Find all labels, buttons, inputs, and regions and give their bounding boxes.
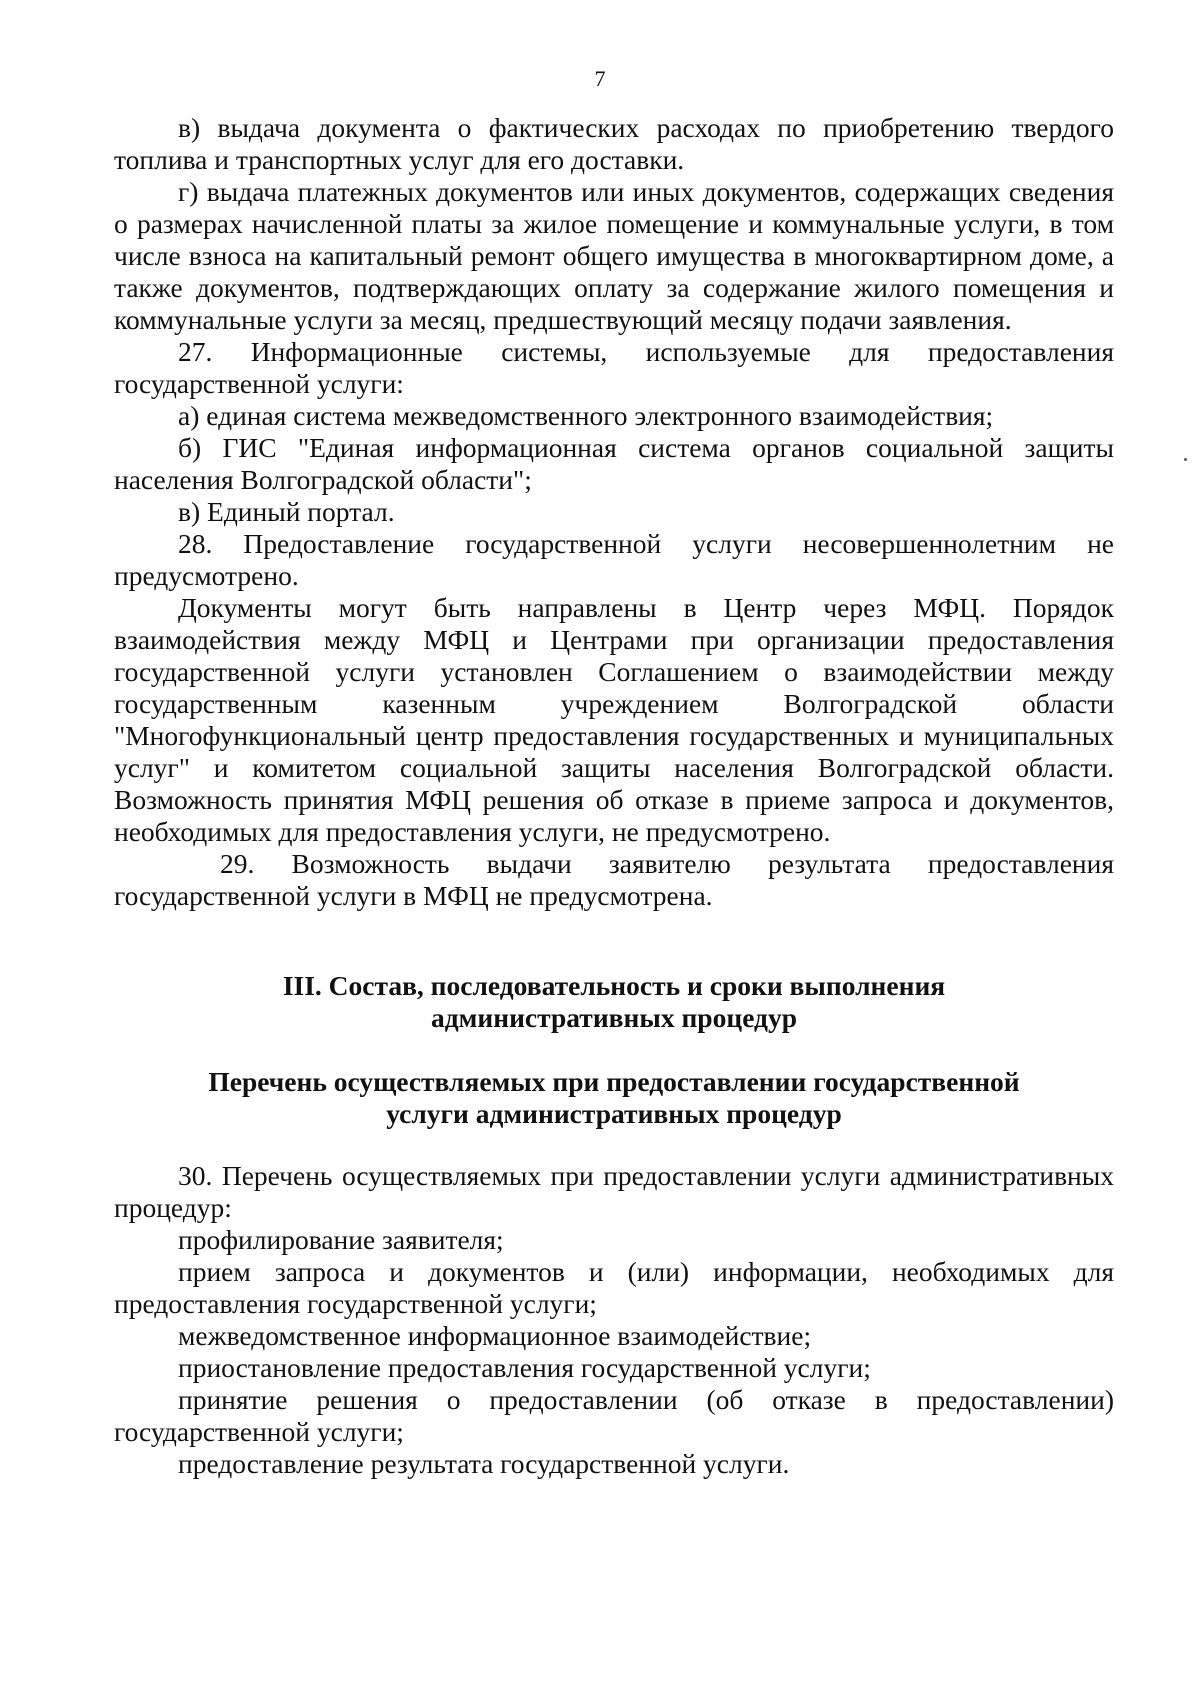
section-heading <box>114 970 1114 1034</box>
paragraph-30: 30. Перечень осуществляемых при предоставлении услуги административных процедур: <box>114 1160 1114 1223</box>
paragraph-27-b: б) ГИС "Единая информационная система органов социальной защиты населения Волгоградской области"; <box>114 432 1114 495</box>
paragraph-item-g: г) выдача платежных документов или иных документов, содержащих сведения о размерах начисленной платы за жилое помещение и коммунальные услуги, в том числе взноса на капитальный ремонт общего имущества в многоквартирном доме, а также документов, подтверждающих оплату за содержание жилого помещения и коммунальные услуги за месяц, предшествующий месяцу подачи заявления. <box>114 176 1114 335</box>
procedure-item: приостановление предоставления государственной услуги; <box>178 1352 871 1383</box>
subsection-heading-line-2: услуги административных процедур <box>386 1098 842 1129</box>
paragraph-item-v: в) выдача документа о фактических расходах по приобретению твердого топлива и транспортных услуг для его доставки. <box>114 112 1114 175</box>
procedure-item: принятие решения о предоставлении (об отказе в предоставлении) государственной услуги; <box>114 1384 1114 1447</box>
paragraph-27-v: в) Единый портал. <box>178 496 395 527</box>
document-body <box>114 112 1114 1480</box>
paragraph-27: 27. Информационные системы, используемые для предоставления государственной услуги: <box>114 336 1114 399</box>
procedure-item: предоставление результата государственной услуги. <box>178 1448 790 1479</box>
section-heading-line-2: административных процедур <box>431 1002 797 1033</box>
paragraph-27-a: а) единая система межведомственного электронного взаимодействия; <box>178 400 994 431</box>
procedure-item: профилирование заявителя; <box>178 1224 504 1255</box>
subsection-heading <box>114 1066 1114 1130</box>
paragraph-28: 28. Предоставление государственной услуги несовершеннолетним не предусмотрено. <box>114 528 1114 591</box>
page-number: 7 <box>594 66 606 91</box>
procedure-item: межведомственное информационное взаимодействие; <box>178 1320 812 1351</box>
paragraph-28-documents: Документы могут быть направлены в Центр через МФЦ. Порядок взаимодействия между МФЦ и Центрами при организации предоставления государственной услуги установлен Соглашением о взаимодействии между государственным казенным учреждением Волгоградской области "Многофункциональный центр предоставления государственных и муниципальных услуг" и комитетом социальной защиты населения Волгоградской области. Возможность принятия МФЦ решения об отказе в приеме запроса и документов, необходимых для предоставления услуги, не предусмотрено. <box>114 592 1114 847</box>
procedure-item: прием запроса и документов и (или) информации, необходимых для предоставления государственной услуги; <box>114 1256 1114 1319</box>
procedure-list <box>114 1224 1114 1480</box>
scan-speck <box>1184 458 1187 461</box>
section-heading-line-1: III. Состав, последовательность и сроки выполнения <box>282 970 946 1001</box>
subsection-heading-line-1: Перечень осуществляемых при предоставлении государственной <box>208 1066 1020 1097</box>
paragraph-29: 29. Возможность выдачи заявителю результата предоставления государственной услуги в МФЦ не предусмотрена. <box>114 848 1114 911</box>
